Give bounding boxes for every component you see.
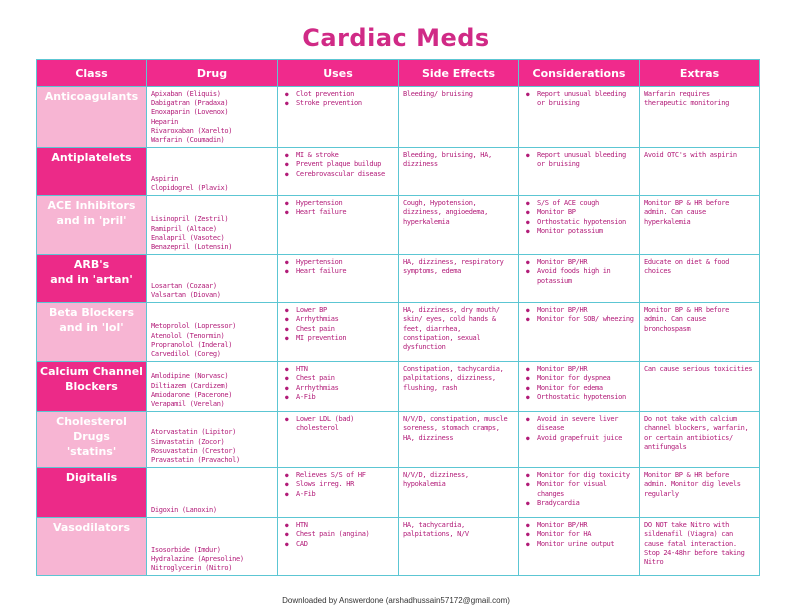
table-row bbox=[37, 255, 760, 303]
table-row bbox=[37, 303, 760, 362]
header-uses: Uses bbox=[278, 60, 399, 87]
uses-cell bbox=[278, 518, 399, 576]
drug-name: Nitroglycerin (Nitro) bbox=[151, 564, 233, 573]
class-cell bbox=[37, 412, 147, 468]
side-effects-cell: N/V/D, dizziness, hypokalemia bbox=[399, 468, 519, 518]
drug-name: Simvastatin (Zocor) bbox=[151, 437, 225, 446]
use-item: ● Clot prevention bbox=[296, 90, 395, 99]
consideration-item: ● Avoid foods high in potassium bbox=[537, 267, 636, 285]
uses-cell bbox=[278, 303, 399, 362]
download-footer: Downloaded by Answerdone (arshadhussain57172@gmail.com) bbox=[282, 596, 510, 605]
use-item: ● Lower BP bbox=[296, 306, 395, 315]
consideration-item: ● Monitor BP/HR bbox=[537, 306, 636, 315]
header-drug: Drug bbox=[147, 60, 278, 87]
drug-name: Valsartan (Diovan) bbox=[151, 291, 221, 300]
table-row bbox=[37, 148, 760, 196]
table-row bbox=[37, 468, 760, 518]
use-item-list bbox=[282, 151, 395, 179]
header-side-effects: Side Effects bbox=[399, 60, 519, 87]
use-item: ● Chest pain (angina) bbox=[296, 530, 395, 539]
drug-cell bbox=[147, 148, 278, 196]
table-row bbox=[37, 196, 760, 255]
cardiac-meds-table bbox=[36, 59, 760, 576]
drug-name: Digoxin (Lanoxin) bbox=[151, 506, 217, 515]
class-cell: Digitalis bbox=[37, 468, 147, 518]
drug-cell bbox=[147, 255, 278, 303]
drug-cell bbox=[147, 196, 278, 255]
drug-name: Clopidogrel (Plavix) bbox=[151, 184, 229, 193]
use-item: ● Chest pain bbox=[296, 374, 395, 383]
table-body bbox=[37, 87, 760, 576]
side-effects-cell: HA, dizziness, dry mouth/ skin/ eyes, cold hands & feet, diarrhea, constipation, sexual dysfunction bbox=[399, 303, 519, 362]
class-cell: Anticoagulants bbox=[37, 87, 147, 148]
class-label-line: Beta Blockers bbox=[48, 306, 135, 320]
use-item-list bbox=[282, 90, 395, 108]
drug-name: Isosorbide (Imdur) bbox=[151, 545, 221, 554]
considerations-cell bbox=[519, 196, 640, 255]
consideration-item-list bbox=[523, 471, 636, 508]
use-item-list bbox=[282, 521, 395, 549]
extras-cell: Monitor BP & HR before admin. Monitor dig levels regularly bbox=[640, 468, 760, 518]
drug-name: Dabigatran (Pradaxa) bbox=[151, 99, 229, 108]
extras-cell: Do not take with calcium channel blockers, warfarin, or certain antibiotics/ antifungals bbox=[640, 412, 760, 468]
use-item: ● MI prevention bbox=[296, 334, 395, 343]
drug-name: Pravastatin (Pravachol) bbox=[151, 456, 240, 465]
class-label-line: ACE Inhibitors bbox=[47, 199, 136, 213]
drug-name: Ramipril (Altace) bbox=[151, 224, 217, 233]
extras-cell: Avoid OTC's with aspirin bbox=[640, 148, 760, 196]
consideration-item-list bbox=[523, 415, 636, 443]
use-item: ● HTN bbox=[296, 521, 395, 530]
consideration-item: ● Orthostatic hypotension bbox=[537, 218, 636, 227]
extras-cell: Can cause serious toxicities bbox=[640, 362, 760, 412]
use-item: ● Lower LDL (bad) cholesterol bbox=[296, 415, 395, 433]
class-cell bbox=[37, 255, 147, 303]
uses-cell bbox=[278, 468, 399, 518]
use-item: ● A-Fib bbox=[296, 393, 395, 402]
considerations-cell bbox=[519, 255, 640, 303]
drug-name: Rivaroxaban (Xarelto) bbox=[151, 126, 233, 135]
consideration-item: ● Monitor for dyspnea bbox=[537, 374, 636, 383]
consideration-item-list bbox=[523, 90, 636, 108]
consideration-item: ● Monitor BP/HR bbox=[537, 521, 636, 530]
drug-name: Warfarin (Coumadin) bbox=[151, 136, 225, 145]
class-label-line: and in 'artan' bbox=[50, 273, 133, 287]
drug-name: Losartan (Cozaar) bbox=[151, 281, 217, 290]
side-effects-cell: HA, tachycardia, palpitations, N/V bbox=[399, 518, 519, 576]
consideration-item-list bbox=[523, 151, 636, 169]
drug-name: Verapamil (Verelan) bbox=[151, 400, 225, 409]
drug-name: Amiodarone (Pacerone) bbox=[151, 390, 233, 399]
class-cell: Vasodilators bbox=[37, 518, 147, 576]
side-effects-cell: Constipation, tachycardia, palpitations, dizziness, flushing, rash bbox=[399, 362, 519, 412]
drug-name: Diltiazem (Cardizem) bbox=[151, 381, 229, 390]
drug-cell bbox=[147, 412, 278, 468]
consideration-item-list bbox=[523, 365, 636, 402]
extras-cell: Educate on diet & food choices bbox=[640, 255, 760, 303]
consideration-item: ● Monitor BP bbox=[537, 208, 636, 217]
consideration-item: ● Monitor for dig toxicity bbox=[537, 471, 636, 480]
consideration-item: ● Monitor for SOB/ wheezing bbox=[537, 315, 636, 324]
uses-cell bbox=[278, 412, 399, 468]
uses-cell bbox=[278, 196, 399, 255]
class-label-line: 'statins' bbox=[66, 445, 117, 459]
drug-name: Metoprolol (Lopressor) bbox=[151, 322, 237, 331]
considerations-cell bbox=[519, 468, 640, 518]
drug-name: Benazepril (Lotensin) bbox=[151, 243, 233, 252]
use-item: ● HTN bbox=[296, 365, 395, 374]
side-effects-cell: Cough, Hypotension, dizziness, angioedema, hyperkalemia bbox=[399, 196, 519, 255]
considerations-cell bbox=[519, 148, 640, 196]
extras-cell: Monitor BP & HR before admin. Can cause bronchospasm bbox=[640, 303, 760, 362]
consideration-item: ● S/S of ACE cough bbox=[537, 199, 636, 208]
side-effects-cell: N/V/D, constipation, muscle soreness, stomach cramps, HA, dizziness bbox=[399, 412, 519, 468]
drug-cell bbox=[147, 87, 278, 148]
drug-name: Heparin bbox=[151, 117, 179, 126]
use-item: ● Chest pain bbox=[296, 325, 395, 334]
use-item: ● Arrhythmias bbox=[296, 315, 395, 324]
consideration-item: ● Monitor for edema bbox=[537, 384, 636, 393]
class-label-line: ARB's bbox=[73, 258, 110, 272]
class-cell: Antiplatelets bbox=[37, 148, 147, 196]
use-item: ● Slows irreg. HR bbox=[296, 480, 395, 489]
table-row bbox=[37, 412, 760, 468]
drug-name: Carvedilol (Coreg) bbox=[151, 350, 221, 359]
consideration-item: ● Monitor for visual changes bbox=[537, 480, 636, 498]
use-item: ● MI & stroke bbox=[296, 151, 395, 160]
considerations-cell bbox=[519, 518, 640, 576]
class-label-line: and in 'pril' bbox=[56, 214, 127, 228]
drug-name: Aspirin bbox=[151, 174, 179, 183]
drug-name: Lisinopril (Zestril) bbox=[151, 215, 229, 224]
class-cell bbox=[37, 303, 147, 362]
drug-cell bbox=[147, 362, 278, 412]
consideration-item: ● Avoid grapefruit juice bbox=[537, 434, 636, 443]
use-item-list bbox=[282, 471, 395, 499]
use-item: ● A-Fib bbox=[296, 490, 395, 499]
use-item: ● Hypertension bbox=[296, 199, 395, 208]
header-class: Class bbox=[37, 60, 147, 87]
drug-name: Rosuvastatin (Crestor) bbox=[151, 446, 237, 455]
drug-cell bbox=[147, 303, 278, 362]
consideration-item: ● Bradycardia bbox=[537, 499, 636, 508]
use-item: ● Stroke prevention bbox=[296, 99, 395, 108]
drug-name: Atorvastatin (Lipitor) bbox=[151, 428, 237, 437]
class-label-line: Calcium Channel bbox=[40, 365, 143, 379]
use-item-list bbox=[282, 415, 395, 433]
considerations-cell bbox=[519, 362, 640, 412]
consideration-item: ● Report unusual bleeding or bruising bbox=[537, 90, 636, 108]
side-effects-cell: Bleeding/ bruising bbox=[399, 87, 519, 148]
considerations-cell bbox=[519, 412, 640, 468]
drug-name: Amlodipine (Norvasc) bbox=[151, 372, 229, 381]
use-item-list bbox=[282, 306, 395, 343]
table-row bbox=[37, 87, 760, 148]
drug-name: Atenolol (Tenormin) bbox=[151, 331, 225, 340]
use-item: ● CAD bbox=[296, 540, 395, 549]
uses-cell bbox=[278, 362, 399, 412]
class-label-line: Drugs bbox=[73, 430, 110, 444]
uses-cell bbox=[278, 148, 399, 196]
consideration-item-list bbox=[523, 258, 636, 286]
drug-cell bbox=[147, 468, 278, 518]
side-effects-cell: Bleeding, bruising, HA, dizziness bbox=[399, 148, 519, 196]
drug-name: Apixaban (Eliquis) bbox=[151, 90, 221, 98]
consideration-item-list bbox=[523, 306, 636, 324]
consideration-item: ● Monitor potassium bbox=[537, 227, 636, 236]
use-item: ● Hypertension bbox=[296, 258, 395, 267]
consideration-item-list bbox=[523, 521, 636, 549]
side-effects-cell: HA, dizziness, respiratory symptoms, edema bbox=[399, 255, 519, 303]
extras-cell: Warfarin requires therapeutic monitoring bbox=[640, 87, 760, 148]
class-cell bbox=[37, 196, 147, 255]
drug-name: Enalapril (Vasotec) bbox=[151, 233, 225, 242]
use-item: ● Heart failure bbox=[296, 208, 395, 217]
considerations-cell bbox=[519, 87, 640, 148]
use-item: ● Cerebrovascular disease bbox=[296, 170, 395, 179]
class-label-line: Cholesterol bbox=[56, 415, 127, 429]
consideration-item: ● Avoid in severe liver disease bbox=[537, 415, 636, 433]
considerations-cell bbox=[519, 303, 640, 362]
consideration-item: ● Monitor BP/HR bbox=[537, 365, 636, 374]
table-row bbox=[37, 362, 760, 412]
uses-cell bbox=[278, 255, 399, 303]
consideration-item: ● Monitor BP/HR bbox=[537, 258, 636, 267]
use-item-list bbox=[282, 199, 395, 217]
drug-name: Hydralazine (Apresoline) bbox=[151, 554, 244, 563]
extras-cell: Monitor BP & HR before admin. Can cause hyperkalemia bbox=[640, 196, 760, 255]
extras-cell: DO NOT take Nitro with sildenafil (Viagra) can cause fatal interaction. Stop 24-48hr before taking Nitro bbox=[640, 518, 760, 576]
drug-name: Propranolol (Inderal) bbox=[151, 340, 233, 349]
header-extras: Extras bbox=[640, 60, 760, 87]
consideration-item-list bbox=[523, 199, 636, 236]
consideration-item: ● Monitor urine output bbox=[537, 540, 636, 549]
consideration-item: ● Monitor for HA bbox=[537, 530, 636, 539]
use-item-list bbox=[282, 258, 395, 276]
table-header-row bbox=[37, 60, 760, 87]
use-item: ● Arrhythmias bbox=[296, 384, 395, 393]
page-title: Cardiac Meds bbox=[302, 24, 490, 52]
consideration-item: ● Orthostatic hypotension bbox=[537, 393, 636, 402]
class-label-line: and in 'lol' bbox=[59, 321, 124, 335]
drug-cell bbox=[147, 518, 278, 576]
use-item: ● Heart failure bbox=[296, 267, 395, 276]
use-item: ● Relieves S/S of HF bbox=[296, 471, 395, 480]
header-considerations: Considerations bbox=[519, 60, 640, 87]
use-item-list bbox=[282, 365, 395, 402]
drug-name: Enoxaparin (Lovenox) bbox=[151, 108, 229, 117]
consideration-item: ● Report unusual bleeding or bruising bbox=[537, 151, 636, 169]
table-row bbox=[37, 518, 760, 576]
use-item: ● Prevent plaque buildup bbox=[296, 160, 395, 169]
uses-cell bbox=[278, 87, 399, 148]
class-cell bbox=[37, 362, 147, 412]
class-label-line: Blockers bbox=[65, 380, 118, 394]
